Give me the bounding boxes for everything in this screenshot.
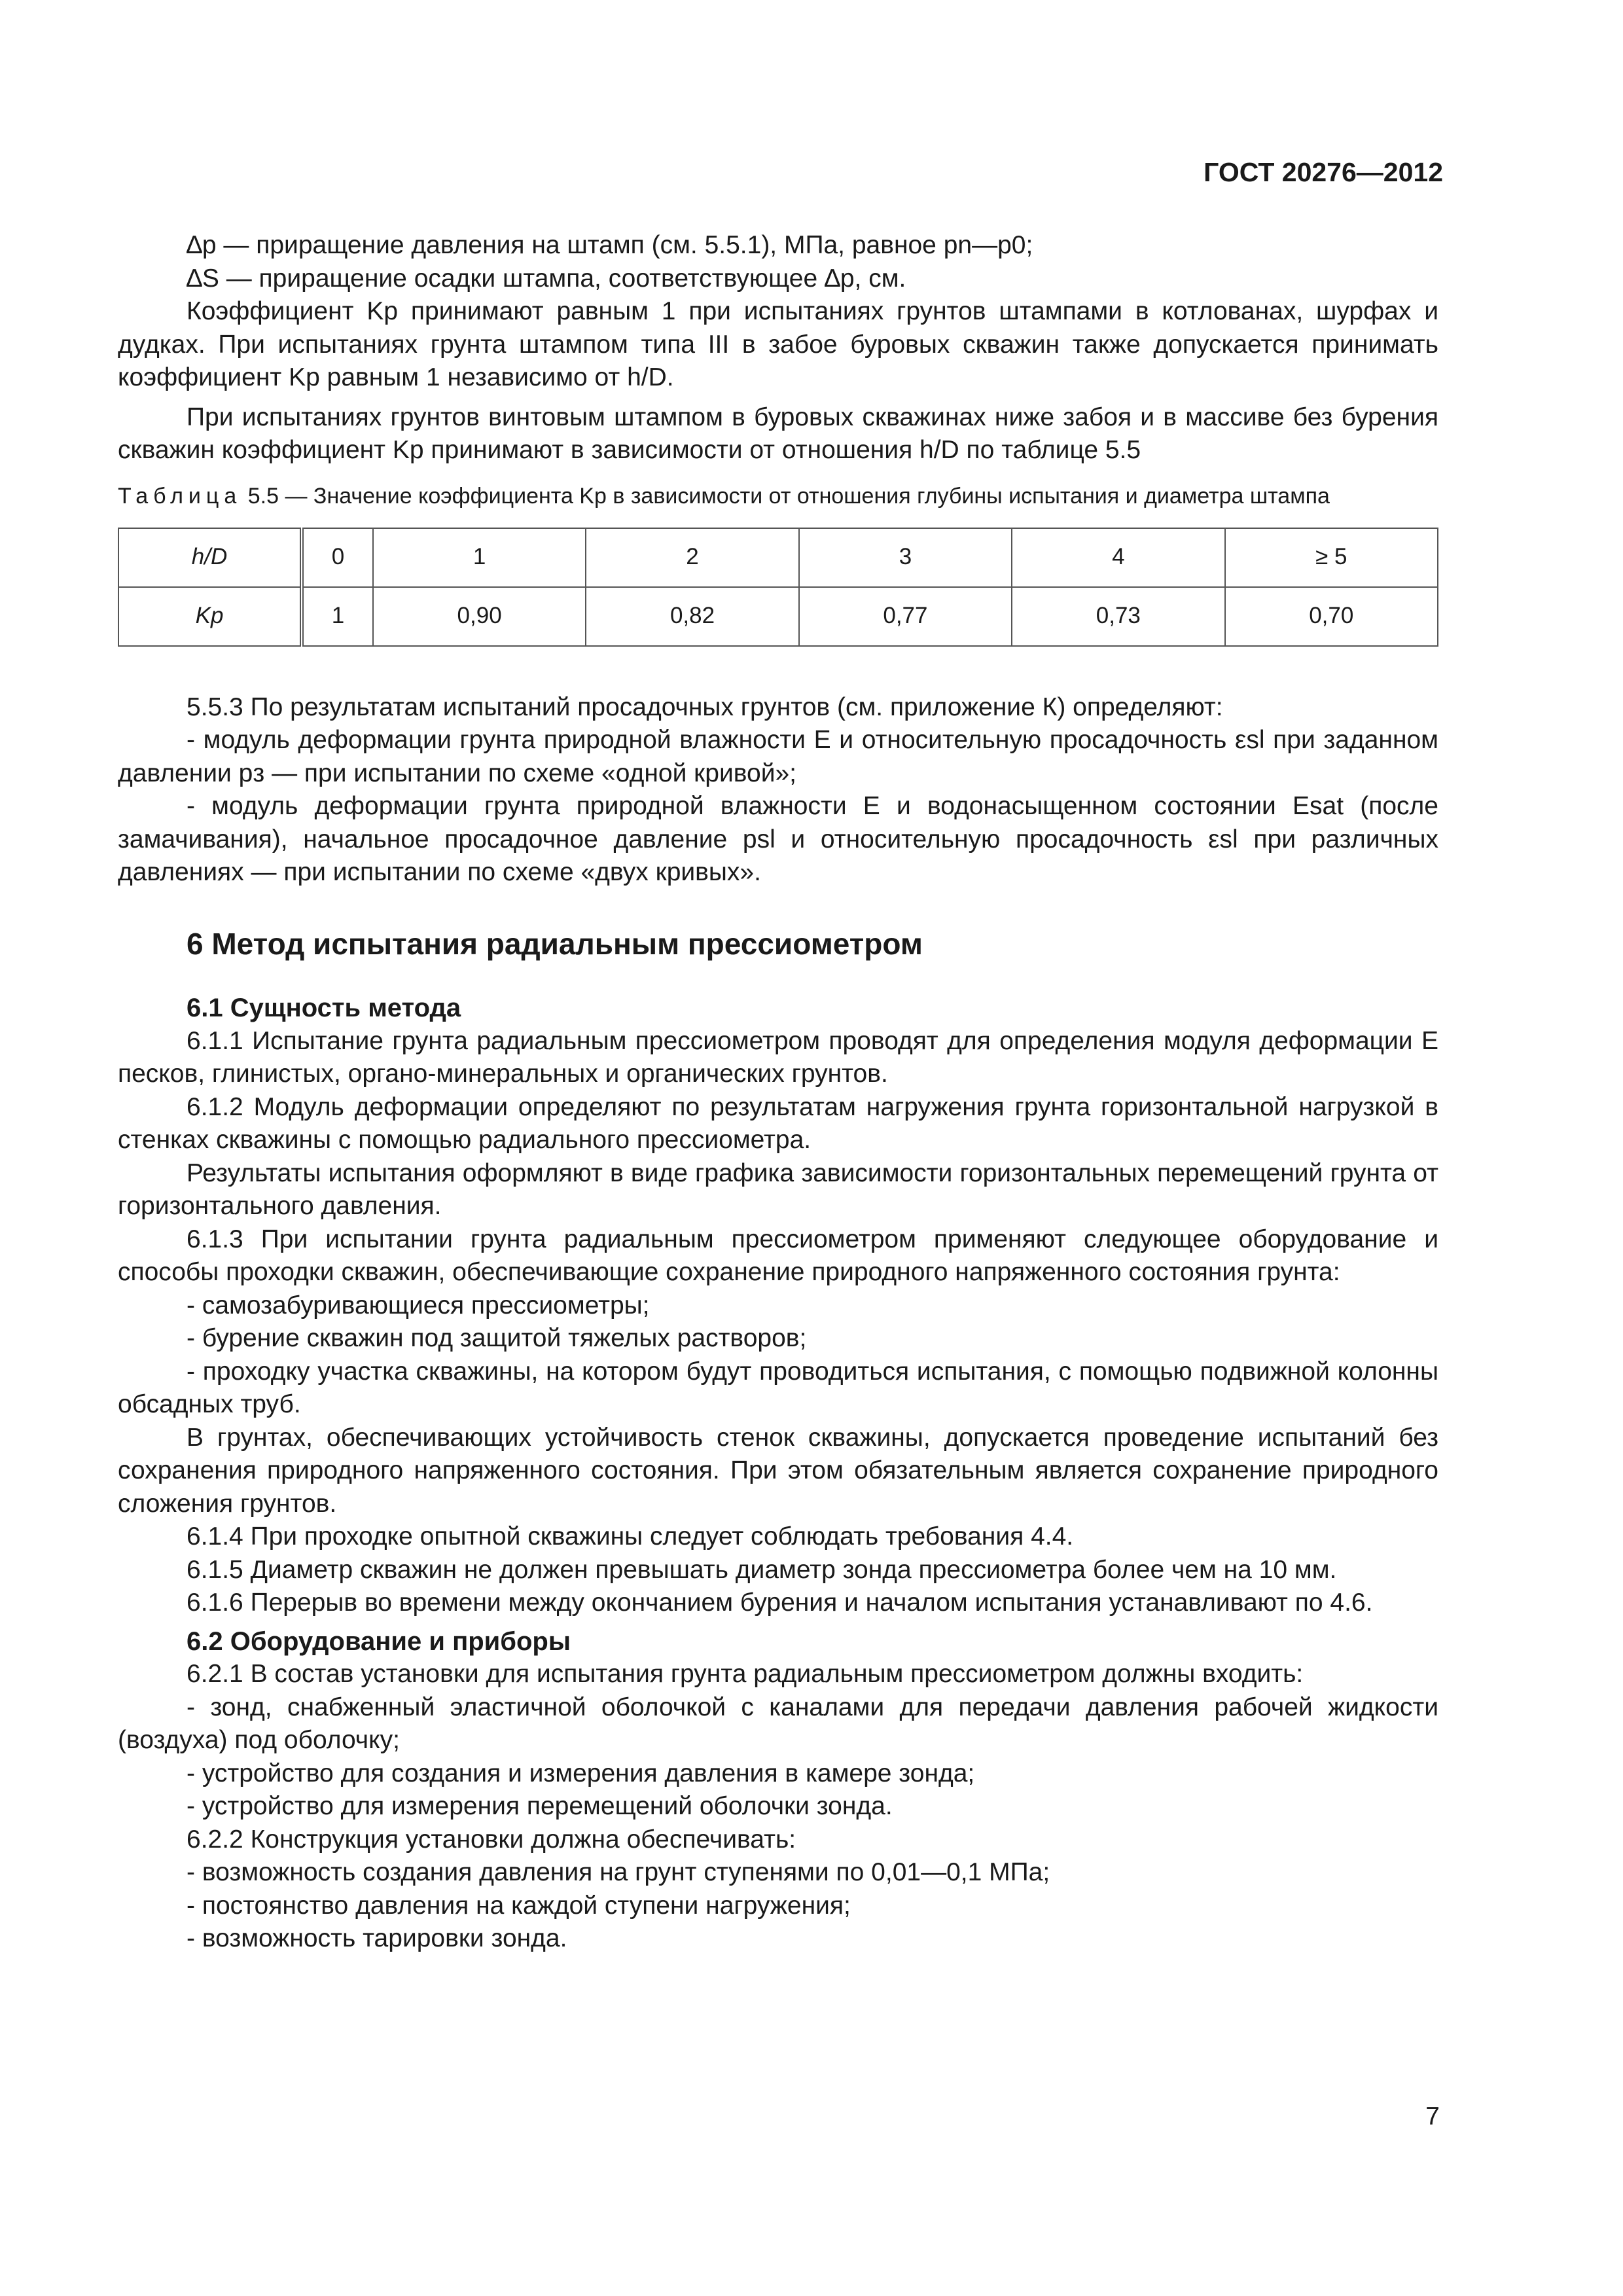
paragraph: ∆p — приращение давления на штамп (см. 5.5.1), МПа, равное pn—p0; (187, 231, 1033, 259)
paragraph: 6.1.4 При проходке опытной скважины следует соблюдать требования 4.4. (187, 1522, 1074, 1551)
list-item: - возможность создания давления на грунт ступенями по 0,01—0,1 МПа; (187, 1858, 1050, 1886)
table-cell: 1 (302, 587, 373, 646)
table-row (118, 528, 1438, 587)
table-caption (118, 482, 1438, 511)
list-item: - постоянство давления на каждой ступени нагружения; (187, 1891, 851, 1920)
subsection-heading: 6.2 Оборудование и приборы (187, 1626, 571, 1656)
list-item: - самозабуривающиеся прессиометры; (187, 1291, 650, 1319)
table-row-header: h/D (118, 528, 302, 587)
table-caption-text: 5.5 — Значение коэффициента Kp в зависимости от отношения глубины испытания и диаметра штампа (247, 483, 1330, 509)
list-item: - проходку участка скважины, на котором будут проводиться испытания, с помощью подвижной колонны обсадных труб. (118, 1357, 1438, 1418)
paragraph: 6.2.1 В состав установки для испытания грунта радиальным прессиометром должны входить: (187, 1660, 1304, 1688)
document-id: ГОСТ 20276—2012 (1204, 157, 1443, 187)
table-cell: 0,82 (586, 587, 798, 646)
paragraph: При испытаниях грунтов винтовым штампом в буровых скважинах ниже забоя и в массиве без бурения скважин коэффициент Kp принимают в зависимости от отношения h/D по таблице 5.5 (118, 403, 1438, 464)
list-item: - устройство для измерения перемещений оболочки зонда. (187, 1792, 893, 1820)
paragraph: 6.1.1 Испытание грунта радиальным прессиометром проводят для определения модуля деформации E песков, глинистых, органо-минеральных и органических грунтов. (118, 1026, 1438, 1088)
table-cell: 0 (302, 528, 373, 587)
paragraph: Коэффициент Kp принимают равным 1 при испытаниях грунтов штампами в котлованах, шурфах и дудках. При испытаниях грунта штампом типа III в забое буровых скважин также допускается принимать коэффициент Kp равным 1 независимо от h/D. (118, 297, 1438, 391)
table-caption-label: Таблица (118, 483, 242, 509)
section-5-5-3 (118, 691, 1438, 889)
paragraph: 6.1.2 Модуль деформации определяют по результатам нагружения грунта горизонтальной нагрузкой в стенках скважины с помощью радиального прессиометра. (118, 1092, 1438, 1154)
table-cell: 3 (799, 528, 1012, 587)
paragraph: ∆S — приращение осадки штампа, соответствующее ∆p, см. (187, 264, 906, 293)
table-cell: 4 (1012, 528, 1224, 587)
subsection-heading: 6.1 Сущность метода (187, 994, 461, 1022)
list-item: - зонд, снабженный эластичной оболочкой с каналами для передачи давления рабочей жидкости (воздуха) под оболочку; (118, 1693, 1438, 1754)
table-cell: 0,77 (799, 587, 1012, 646)
paragraph: 5.5.3 По результатам испытаний просадочных грунтов (см. приложение К) определяют: (187, 692, 1223, 721)
list-item: - возможность тарировки зонда. (187, 1924, 567, 1952)
table-cell: ≥ 5 (1225, 528, 1438, 587)
list-item: - устройство для создания и измерения давления в камере зонда; (187, 1759, 975, 1787)
page-number: 7 (1425, 2102, 1440, 2130)
paragraph: Результаты испытания оформляют в виде графика зависимости горизонтальных перемещений грунта от горизонтального давления. (118, 1158, 1438, 1220)
list-item: - бурение скважин под защитой тяжелых растворов; (187, 1324, 807, 1352)
paragraph: - модуль деформации грунта природной влажности E и водонасыщенном состоянии Esat (после замачивания), начальное просадочное давление psl и относительную просадочность εsl при различных давлениях — при испытании по схеме «двух кривых». (118, 792, 1438, 886)
paragraph: 6.2.2 Конструкция установки должна обеспечивать: (187, 1825, 796, 1854)
coefficient-table (118, 528, 1438, 647)
paragraph: 6.1.6 Перерыв во времени между окончанием бурения и началом испытания устанавливают по 4.6. (187, 1588, 1373, 1617)
section-heading: 6 Метод испытания радиальным прессиометром (187, 926, 923, 961)
paragraph: 6.1.3 При испытании грунта радиальным прессиометром применяют следующее оборудование и способы проходки скважин, обеспечивающие сохранение природного напряженного состояния грунта: (118, 1225, 1438, 1286)
table-row-header: Kp (118, 587, 302, 646)
table-cell: 0,90 (373, 587, 586, 646)
table-row (118, 587, 1438, 646)
page-body (118, 229, 1438, 1956)
table-cell: 0,73 (1012, 587, 1224, 646)
paragraph: 6.1.5 Диаметр скважин не должен превышать диаметр зонда прессиометра более чем на 10 мм. (187, 1555, 1337, 1584)
table-cell: 2 (586, 528, 798, 587)
table-cell: 1 (373, 528, 586, 587)
paragraph: В грунтах, обеспечивающих устойчивость стенок скважины, допускается проведение испытаний без сохранения природного напряженного состояния. При этом обязательным является сохранение природного сложения грунтов. (118, 1423, 1438, 1518)
paragraph: - модуль деформации грунта природной влажности E и относительную просадочность εsl при заданном давлении pз — при испытании по схеме «одной кривой»; (118, 726, 1438, 787)
table-cell: 0,70 (1225, 587, 1438, 646)
